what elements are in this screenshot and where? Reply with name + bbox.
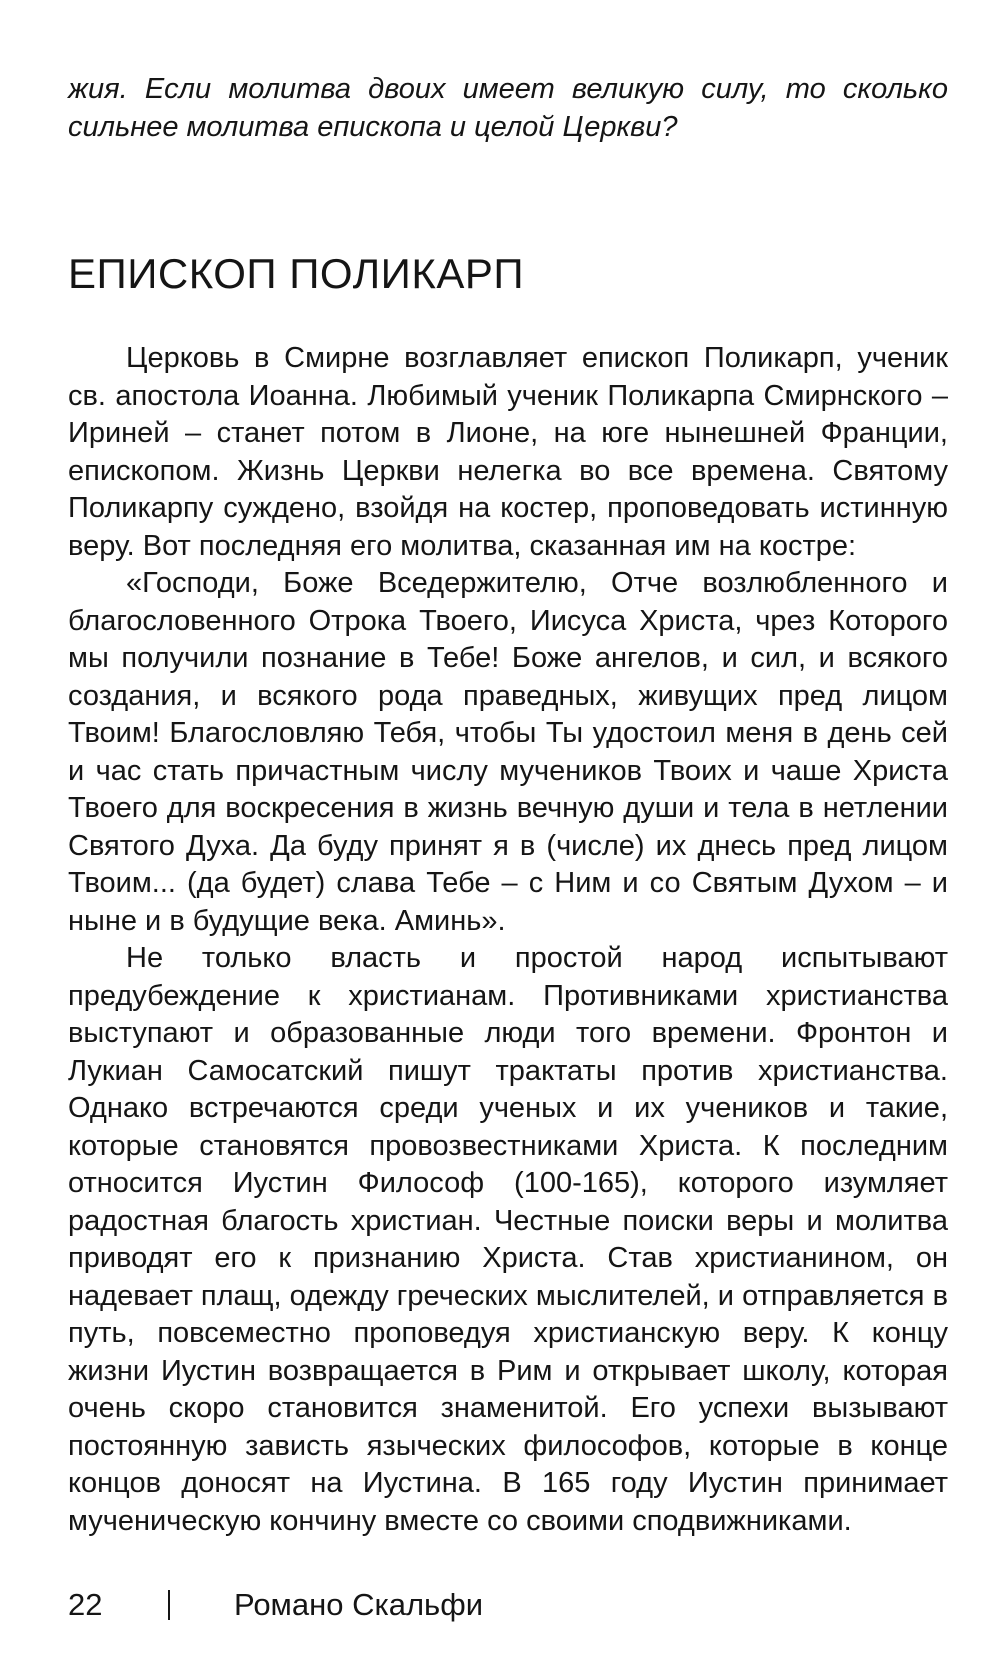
- section-heading: ЕПИСКОП ПОЛИКАРП: [68, 250, 525, 297]
- author-name: Романо Скальфи: [234, 1587, 484, 1622]
- intro-text: жия. Если молитва двоих имеет великую силу, то сколько сильнее молитва епископа и целой Церкви?: [68, 73, 948, 143]
- page-footer: [68, 1585, 483, 1625]
- paragraph: Церковь в Смирне возглавляет епископ Поликарп, ученик св. апостола Иоанна. Любимый ученик Поликарпа Смирнского – Ириней – станет потом в Лионе, на юге нынешней Франции, епископом. Жизнь Церкви нелегка во все времена. Святому Поликарпу суждено, взойдя на костер, проповедовать истинную веру. Вот последняя его молитва, сказанная им на костре:: [68, 342, 948, 562]
- section-body: [68, 340, 948, 1540]
- paragraph: «Господи, Боже Вседержителю, Отче возлюбленного и благословенного Отрока Твоего, Иисуса Христа, чрез Которого мы получили познание в Тебе! Боже ангелов, и сил, и всякого создания, и всякого рода праведных, живущих пред лицом Твоим! Благословляю Тебя, чтобы Ты удостоил меня в день сей и час стать причастным числу мучеников Твоих и чаше Христа Твоего для воскресения в жизнь вечную души и тела в нетлении Святого Духа. Да буду принят я в (числе) их днесь пред лицом Твоим... (да будет) слава Тебе – с Ним и со Святым Духом – и ныне и в будущие века. Аминь».: [68, 567, 948, 937]
- footer-separator: [168, 1590, 170, 1620]
- page-number: 22: [68, 1587, 103, 1622]
- paragraph: Не только власть и простой народ испытывают предубеждение к христианам. Противниками христианства выступают и образованные люди того времени. Фронтон и Лукиан Самосатский пишут трактаты против христианства. Однако встречаются среди ученых и их учеников и такие, которые становятся провозвестниками Христа. К последним относится Иустин Философ (100-165), которого изумляет радостная благость христиан. Честные поиски веры и молитва приводят его к признанию Христа. Став христианином, он надевает плащ, одежду греческих мыслителей, и отправляется в путь, повсеместно проповедуя христианскую веру. К концу жизни Иустин возвращается в Рим и открывает школу, которая очень скоро становится знаменитой. Его успехи вызывают постоянную зависть языческих философов, которые в конце концов доносят на Иустина. В 165 году Иустин принимает мученическую кончину вместе со своими сподвижниками.: [68, 942, 948, 1537]
- page-content: [68, 70, 948, 1540]
